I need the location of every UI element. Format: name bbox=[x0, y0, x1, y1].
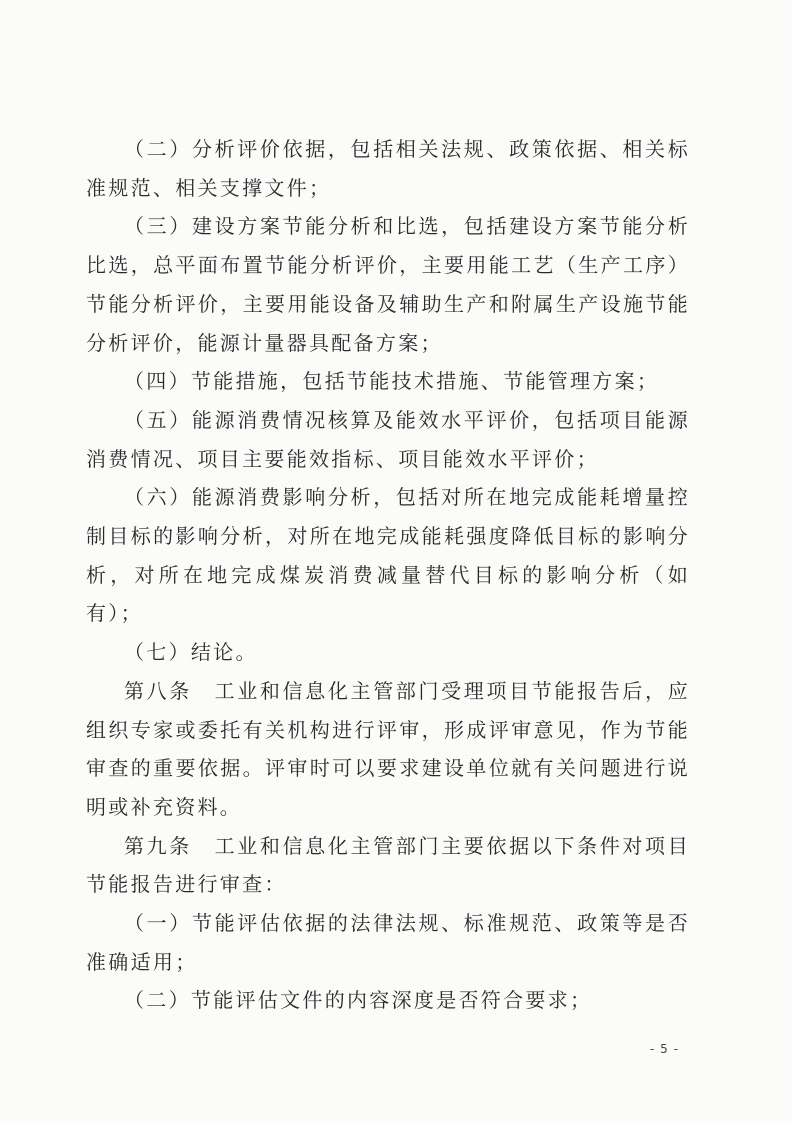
review-condition-two: （二）节能评估文件的内容深度是否符合要求； bbox=[124, 988, 593, 1013]
paragraph-consumption-impact: （六）能源消费影响分析，包括对所在地完成能耗增量控制目标的影响分析，对所在地完成能耗强度降低目标的影响分析，对所在地完成煤炭消费减量替代目标的影响分析（如有）； bbox=[86, 485, 690, 626]
document-body bbox=[86, 130, 690, 1020]
article-eight: 第八条 工业和信息化主管部门受理项目节能报告后，应组织专家或委托有关机构进行评审，形成评审意见，作为节能审查的重要依据。评审时可以要求建设单位就有关问题进行说明或补充资料。 bbox=[86, 678, 690, 819]
paragraph-construction-plan: （三）建设方案节能分析和比选，包括建设方案节能分析比选，总平面布置节能分析评价，主要用能工艺（生产工序）节能分析评价，主要用能设备及辅助生产和附属生产设施节能分析评价，能源计量器具配备方案； bbox=[86, 214, 690, 355]
paragraph-conclusion: （七）结论。 bbox=[124, 640, 258, 665]
paragraph-energy-measures: （四）节能措施，包括节能技术措施、节能管理方案； bbox=[124, 369, 660, 394]
article-nine: 第九条 工业和信息化主管部门主要依据以下条件对项目节能报告进行审查： bbox=[86, 833, 690, 897]
paragraph-energy-consumption: （五）能源消费情况核算及能效水平评价，包括项目能源消费情况、项目主要能效指标、项目能效水平评价； bbox=[86, 407, 690, 471]
paragraph-analysis-basis: （二）分析评价依据，包括相关法规、政策依据、相关标准规范、相关支撑文件； bbox=[86, 137, 690, 200]
review-condition-one: （一）节能评估依据的法律法规、标准规范、政策等是否准确适用； bbox=[86, 911, 690, 974]
page-number: - 5 - bbox=[650, 1042, 679, 1056]
